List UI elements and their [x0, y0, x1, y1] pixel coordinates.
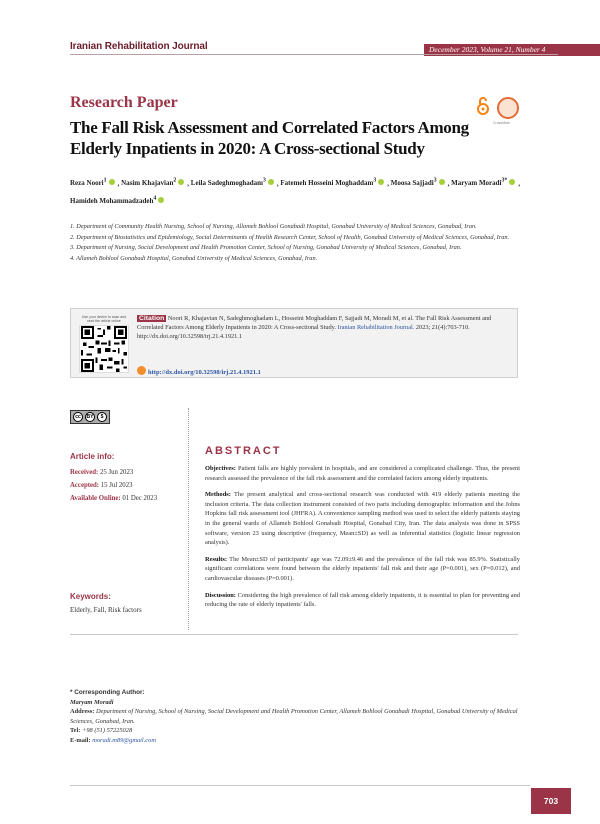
affiliation: 1. Department of Community Health Nursing, School of Nursing, Allameh Bohlool Gonabadi Hospital, Gonabad University of Medical Sciences, Gonabad, Iran. — [70, 223, 477, 230]
author-list: Reza Noori$^1$ , Nasim Khajavian$^2$ , Leila Sadeghmoghadam$^3$ , Fatemeh Hosseini Moghaddam$^3$ , Moosa Sajjadi$^3$ , Maryam Moradi$^{3*}$ , Hamideh Mohammadzadeh$^4$ — [70, 178, 521, 205]
author[interactable]: Nasim Khajavian$^2$ — [121, 179, 187, 187]
citation-details: 2023; 21(4):703-710. http://dx.doi.org/10.32598/irj.21.4.1921.1 — [137, 324, 470, 340]
email-link[interactable]: moradi.m89@gmail.com — [92, 736, 156, 744]
article-title: The Fall Risk Assessment and Correlated Factors Among Elderly Inpatients in 2020: A Cross-sectional Study — [70, 118, 469, 158]
abstract-results: Results: The Mean±SD of participants' age was 72.09±9.46 and the prevalence of the fall risk was 85.9%. Statistically significant correlations were found between the elderly inpatients' fall risk and their age (P=0.001), sex (P=0.012), and cardiovascular diseases (P=0.001). — [205, 555, 520, 582]
crossmark-label: CrossMark — [493, 121, 510, 125]
online-row: Available Online: 01 Dec 2023 — [70, 495, 158, 502]
page-number: 703 — [531, 788, 571, 814]
corresponding-author — [70, 688, 526, 746]
orcid-icon[interactable] — [178, 179, 184, 185]
abstract-discussion: Discussion: Considering the high prevalence of fall risk among elderly inpatients, it is essential to plan for preventing and reducing the rate of elderly inpatients' falls. — [205, 591, 520, 609]
qr-label: Use your device to scan and read the article online — [81, 315, 127, 323]
author[interactable]: Maryam Moradi$^{3*}$ — [451, 179, 518, 187]
orcid-icon[interactable] — [378, 179, 384, 185]
affiliations — [70, 223, 528, 265]
abstract-methods: Methods: The present analytical and cross-sectional research was conducted with 419 elderly patients meeting the inclusion criteria. The data collection instrument consisted of two parts including demographic information and the Johns Hopkins fall risk assessment tool (JHFRA). A convenience sampling method was used to select the elderly patients staying in the general wards of Allameh Bohlool Gonabadi Hospital, Gonabad City, Iran. The data analysis was done in SPSS software, version 23 using descriptive (frequency, Mean±SD) as well as inferential statistics (logistic linear regression analysis). — [205, 491, 521, 547]
cc-icon: cc — [73, 412, 83, 422]
qr-code[interactable] — [79, 325, 129, 373]
doi-icon — [137, 366, 146, 375]
author[interactable]: Leila Sadeghmoghadam$^3$ — [191, 179, 277, 187]
cc-license-badge[interactable] — [70, 410, 110, 424]
author[interactable]: Fatemeh Hosseini Moghaddam$^3$ — [280, 179, 387, 187]
citation-label: Citation — [139, 315, 165, 322]
footer-divider — [70, 785, 530, 786]
corresponding-tel: Tel: +98 (51) 57225028 — [70, 727, 133, 735]
corresponding-name: Maryam Moradi — [70, 698, 114, 706]
citation-box — [70, 308, 518, 378]
open-access-icon[interactable] — [476, 96, 490, 116]
affiliation: 2. Department of Biostatistics and Epidemiology, Social Determinants of Health Research Center, School of Health, Gonabad University of Medical Sciences, Gonabad, Iran. — [70, 233, 510, 241]
keywords-title: Keywords: — [70, 592, 111, 601]
keywords: Elderly, Fall, Risk factors — [70, 606, 142, 614]
crossmark-icon[interactable] — [497, 97, 519, 119]
journal-name: Iranian Rehabilitation Journal — [70, 41, 208, 52]
citation-body: Noori R, Khajavian N, Sadeghmoghadam L, Hosseini Moghaddam F, Sajjadi M, Moradi M, et al. The Fall Risk Assessment and Correlated Factors Among Elderly Inpatients in 2020: A Cross-sectional Study. — [137, 315, 492, 331]
noncommercial-icon: $ — [97, 412, 107, 422]
affiliation: 3. Department of Nursing, Social Development and Health Promotion Center, School of Nursing, Gonabad University of Medical Sciences, Gonabad, Iran. — [70, 244, 462, 252]
orcid-icon[interactable] — [268, 179, 274, 185]
citation-text — [137, 314, 513, 341]
article-info — [70, 466, 157, 505]
affiliation: 4. Allameh Bohlool Gonabadi Hospital, Gonabad University of Medical Sciences, Gonabad, Iran. — [70, 254, 318, 262]
header-divider — [70, 54, 558, 55]
article-info-title: Article info: — [70, 452, 115, 461]
orcid-icon[interactable] — [439, 179, 445, 185]
citation-journal[interactable]: Iranian Rehabilitation Journal. — [337, 324, 415, 331]
column-divider — [188, 408, 189, 630]
author[interactable]: Reza Noori$^1$ — [70, 179, 118, 187]
author[interactable]: Hamideh Mohammadzadeh$^4$ — [70, 197, 167, 205]
corresponding-address: Address: Department of Nursing, School of Nursing, Social Development and Health Promotion Center, Allameh Bohlool Gonabadi Hospital, Gonabad University of Medical Sciences, Gonabad, Iran. — [70, 708, 518, 725]
attribution-icon: BY — [86, 414, 94, 420]
accepted-row: Accepted: 15 Jul 2023 — [70, 482, 133, 489]
orcid-icon[interactable] — [158, 197, 164, 203]
abstract-body — [205, 464, 520, 617]
abstract-objectives: Objectives: Patient falls are highly prevalent in hospitals, and are considered a complicated challenge. Thus, the present research assessed the prevalence of the fall risk assessment and the correlated factors among elderly inpatients. — [205, 465, 521, 482]
section-divider — [70, 634, 518, 635]
corresponding-heading: * Corresponding Author: — [70, 689, 145, 696]
orcid-icon[interactable] — [509, 179, 515, 185]
paper-type: Research Paper — [70, 94, 178, 111]
received-row: Received: 25 Jun 2023 — [70, 469, 134, 476]
issue-label: December 2023, Volume 21, Number 4 — [424, 44, 600, 56]
orcid-icon[interactable] — [109, 179, 115, 185]
corresponding-email: E-mail: moradi.m89@gmail.com — [70, 736, 156, 744]
doi-link[interactable]: http://dx.doi.org/10.32598/irj.21.4.1921.1 — [137, 366, 261, 376]
author[interactable]: Moosa Sajjadi$^3$ — [391, 179, 448, 187]
abstract-heading: ABSTRACT — [205, 445, 282, 457]
